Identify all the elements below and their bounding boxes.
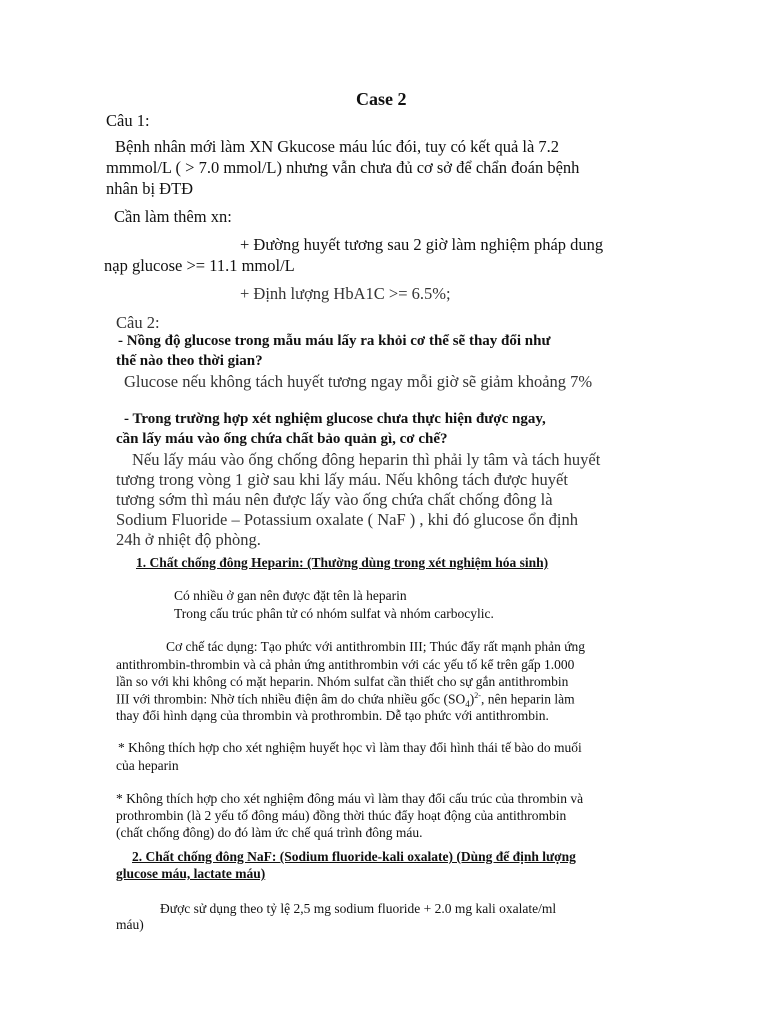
sub-answer-1: Glucose nếu không tách huyết tương ngay mỗi giờ sẽ giảm khoảng 7% [124, 372, 593, 391]
naf-heading-line-2: glucose máu, lactate máu) [116, 866, 266, 881]
note-hematology-line-1: * Không thích hợp cho xét nghiệm huyết học vì làm thay đổi hình thái tế bào do muối [118, 740, 582, 755]
test-2: + Định lượng HbA1C >= 6.5%; [240, 284, 451, 303]
sub-answer-2-line-4: Sodium Fluoride – Potassium oxalate ( NaF ) , khi đó glucose ổn định [116, 510, 578, 529]
answer-1-line-1: Bệnh nhân mới làm XN Gkucose máu lúc đói, tuy có kết quả là 7.2 [115, 137, 560, 156]
answer-1-line-2: mmmol/L ( > 7.0 mmol/L) nhưng vẫn chưa đủ cơ sở để chẩn đoán bệnh [106, 158, 580, 177]
heparin-info-2: Trong cấu trúc phân tử có nhóm sulfat và nhóm carbocylic. [174, 606, 494, 621]
mechanism-line-5: thay đổi hình dạng của thrombin và prothrombin. Dễ tạo phức với antithrombin. [116, 708, 549, 723]
naf-usage-line-1: Được sử dụng theo tỷ lệ 2,5 mg sodium fluoride + 2.0 mg kali oxalate/ml [160, 901, 557, 916]
sulfate-subscript: 4 [465, 699, 470, 710]
mechanism-line-1: Cơ chế tác dụng: Tạo phức với antithrombin III; Thúc đẩy rất mạnh phản ứng [166, 639, 586, 654]
sub-answer-2-line-5: 24h ở nhiệt độ phòng. [116, 530, 261, 549]
mechanism-line-2: antithrombin-thrombin và cả phản ứng antithrombin với các yếu tố kể trên gấp 1.000 [116, 657, 575, 672]
sub-answer-2-line-3: tương sớm thì máu nên được lấy vào ống chứa chất chống đông là [116, 490, 553, 509]
need-more-tests: Cần làm thêm xn: [114, 207, 232, 226]
naf-heading-line-1: 2. Chất chống đông NaF: (Sodium fluoride-kali oxalate) (Dùng để định lượng [132, 849, 576, 864]
sub-question-1-line-2: thế nào theo thời gian? [116, 353, 263, 369]
note-coagulation-line-1: * Không thích hợp cho xét nghiệm đông máu vì làm thay đổi cấu trúc của thrombin và [116, 791, 584, 806]
naf-usage-line-2: máu) [116, 917, 144, 932]
heparin-heading: 1. Chất chống đông Heparin: (Thường dùng trong xét nghiệm hóa sinh) [136, 555, 549, 570]
sub-answer-2-line-2: tương trong vòng 1 giờ sau khi lấy máu. Nếu không tách được huyết [116, 470, 568, 489]
answer-1-line-3: nhân bị ĐTĐ [106, 179, 194, 198]
sulfate-charge-superscript: 2- [474, 691, 481, 700]
sub-question-2-line-1: - Trong trường hợp xét nghiệm glucose chưa thực hiện được ngay, [124, 411, 546, 427]
mechanism-line-4: III với thrombin: Nhờ tích nhiều điện âm do chứa nhiều gốc $(SO_4)^{2-}$, nên heparin làm [116, 691, 575, 710]
question-2-label: Câu 2: [116, 313, 160, 332]
note-coagulation-line-3: (chất chống đông) do đó làm ức chế quá trình đông máu. [116, 825, 423, 840]
sub-answer-2-line-1: Nếu lấy máu vào ống chống đông heparin thì phải ly tâm và tách huyết [132, 450, 601, 469]
note-coagulation-line-2: prothrombin (là 2 yếu tố đông máu) đồng thời thúc đẩy hoạt động của antithrombin [116, 808, 567, 823]
note-hematology-line-2: của heparin [116, 758, 179, 773]
question-1-label: Câu 1: [106, 111, 150, 130]
test-1-line-1: + Đường huyết tương sau 2 giờ làm nghiệm pháp dung [240, 235, 604, 254]
heparin-info-1: Có nhiều ở gan nên được đặt tên là heparin [174, 588, 407, 603]
mechanism-line-3: lần so với khi không có mặt heparin. Nhóm sulfat cần thiết cho sự gắn antithrombin [116, 674, 569, 689]
sub-question-1-line-1: - Nồng độ glucose trong mẫu máu lấy ra khỏi cơ thể sẽ thay đổi như [118, 333, 551, 349]
sub-question-2-line-2: cần lấy máu vào ống chứa chất bảo quản gì, cơ chế? [116, 431, 448, 447]
document-title: Case 2 [356, 89, 407, 109]
test-1-line-2: nạp glucose >= 11.1 mmol/L [104, 256, 295, 275]
